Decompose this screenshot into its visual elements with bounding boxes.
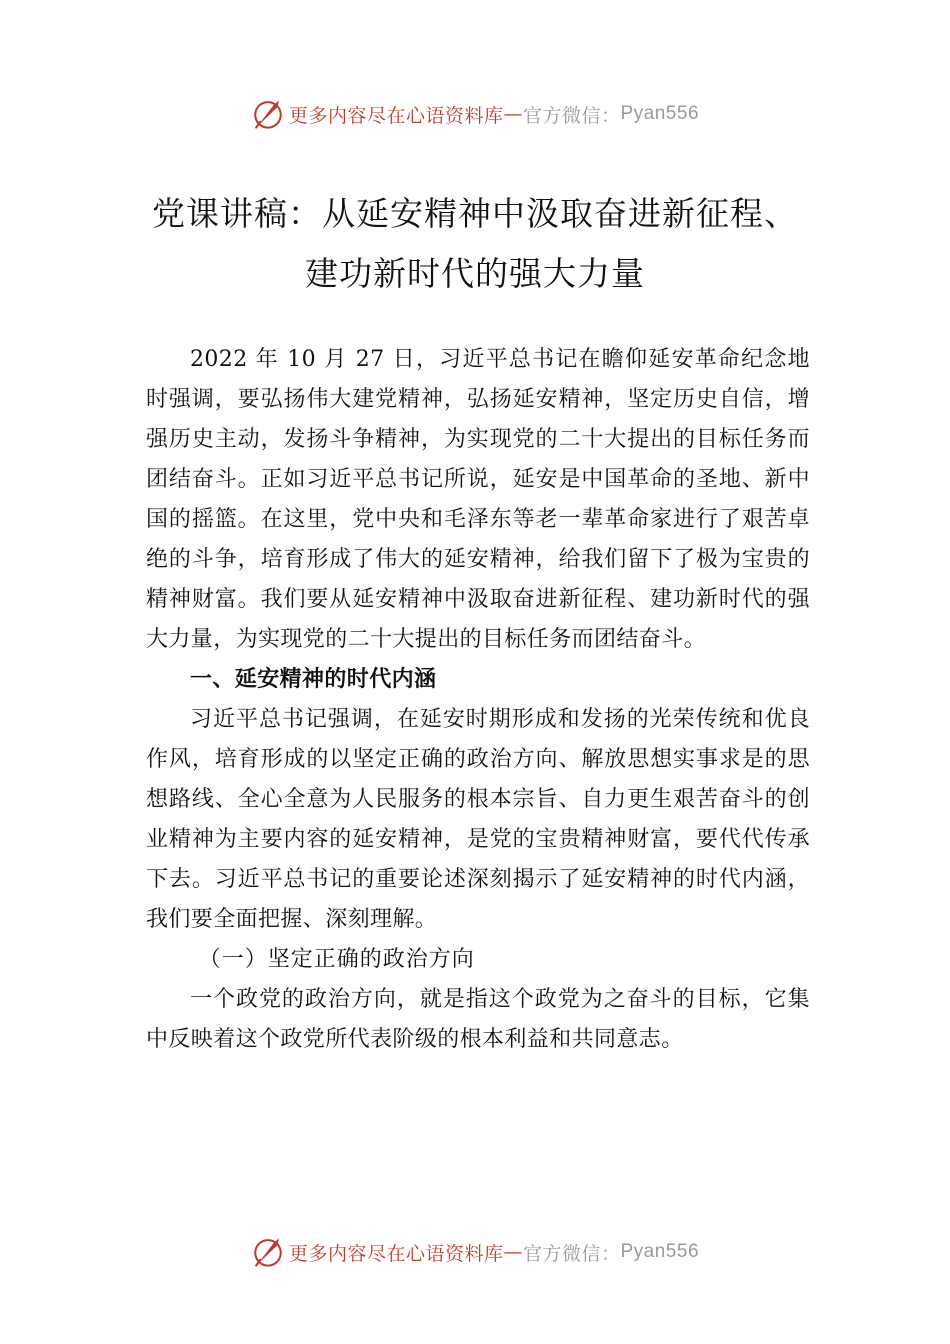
watermark-wechat-label: 官方微信： xyxy=(522,104,621,127)
footer-watermark xyxy=(0,1232,950,1272)
watermark-wechat-id: Pyan556 xyxy=(620,1241,700,1262)
watermark-dash: — xyxy=(503,103,523,125)
document-body xyxy=(146,340,810,1060)
watermark-brand: 更多内容尽在心语资料库 xyxy=(288,104,504,127)
document-title: 党课讲稿：从延安精神中汲取奋进新征程、建功新时代的强大力量 xyxy=(152,194,798,293)
watermark-brand: 更多内容尽在心语资料库 xyxy=(288,1242,504,1265)
watermark-wechat-id: Pyan556 xyxy=(620,103,700,124)
quill-pen-logo-icon xyxy=(251,1235,285,1269)
header-watermark xyxy=(0,94,950,134)
subsection-paragraph: 一个政党的政治方向，就是指这个政党为之奋斗的目标，它集中反映着这个政党所代表阶级的根本利益和共同意志。 xyxy=(146,987,810,1052)
section-paragraph: 习近平总书记强调，在延安时期形成和发扬的光荣传统和优良作风，培育形成的以坚定正确的政治方向、解放思想实事求是的思想路线、全心全意为人民服务的根本宗旨、自力更生艰苦奋斗的创业精神为主要内容的延安精神，是党的宝贵精神财富，要代代传承下去。习近平总书记的重要论述深刻揭示了延安精神的时代内涵，我们要全面把握、深刻理解。 xyxy=(146,707,810,932)
intro-paragraph: 2022 年 10 月 27 日，习近平总书记在瞻仰延安革命纪念地时强调，要弘扬伟大建党精神，弘扬延安精神，坚定历史自信，增强历史主动，发扬斗争精神，为实现党的二十大提出的目标任务而团结奋斗。正如习近平总书记所说，延安是中国革命的圣地、新中国的摇篮。在这里，党中央和毛泽东等老一辈革命家进行了艰苦卓绝的斗争，培育形成了伟大的延安精神，给我们留下了极为宝贵的精神财富。我们要从延安精神中汲取奋进新征程、建功新时代的强大力量，为实现党的二十大提出的目标任务而团结奋斗。 xyxy=(146,347,810,652)
subsection-heading: （一）坚定正确的政治方向 xyxy=(198,947,475,972)
section-heading: 一、延安精神的时代内涵 xyxy=(190,667,437,692)
watermark-dash: — xyxy=(503,1241,523,1263)
watermark-wechat-label: 官方微信： xyxy=(522,1242,621,1265)
quill-pen-logo-icon xyxy=(251,97,285,131)
